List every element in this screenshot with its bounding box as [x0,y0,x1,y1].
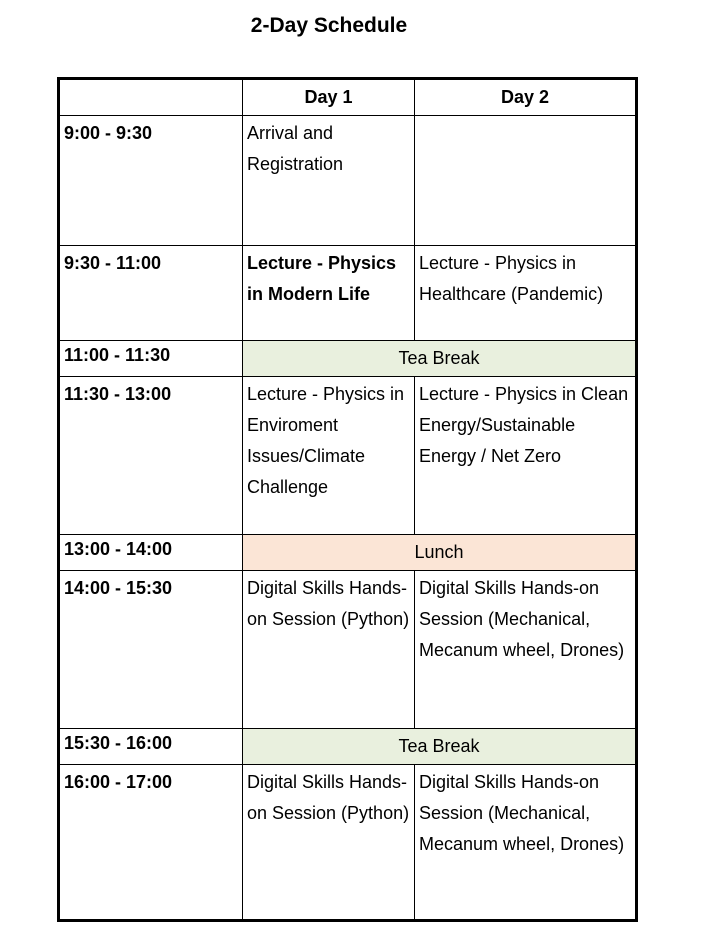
time-cell: 9:00 - 9:30 [59,116,243,246]
time-cell: 11:00 - 11:30 [59,341,243,377]
day1-cell: Lecture - Physics in Modern Life [243,246,415,341]
table-row [59,377,637,535]
day1-cell: Arrival and Registration [243,116,415,246]
header-time-cell [59,79,243,116]
time-cell: 15:30 - 16:00 [59,729,243,765]
table-row [59,246,637,341]
tea-break-cell: Tea Break [243,341,637,377]
time-cell: 9:30 - 11:00 [59,246,243,341]
time-cell: 16:00 - 17:00 [59,765,243,921]
header-row [59,79,637,116]
day1-cell: Digital Skills Hands-on Session (Python) [243,765,415,921]
table-row [59,116,637,246]
day2-cell: Digital Skills Hands-on Session (Mechanical, Mecanum wheel, Drones) [415,571,637,729]
header-day1: Day 1 [243,79,415,116]
day1-cell: Lecture - Physics in Enviroment Issues/Climate Challenge [243,377,415,535]
time-cell: 13:00 - 14:00 [59,535,243,571]
tea-break-cell: Tea Break [243,729,637,765]
table-row [59,729,637,765]
day2-cell: Lecture - Physics in Clean Energy/Sustainable Energy / Net Zero [415,377,637,535]
schedule-table [57,77,638,922]
header-day2: Day 2 [415,79,637,116]
page-title: 2-Day Schedule [250,14,408,37]
table-row [59,341,637,377]
day1-cell: Digital Skills Hands-on Session (Python) [243,571,415,729]
table-row [59,535,637,571]
day2-cell: Lecture - Physics in Healthcare (Pandemic) [415,246,637,341]
day2-cell [415,116,637,246]
table-row [59,571,637,729]
lunch-cell: Lunch [243,535,637,571]
time-cell: 14:00 - 15:30 [59,571,243,729]
day2-cell: Digital Skills Hands-on Session (Mechanical, Mecanum wheel, Drones) [415,765,637,921]
table-row [59,765,637,921]
time-cell: 11:30 - 13:00 [59,377,243,535]
